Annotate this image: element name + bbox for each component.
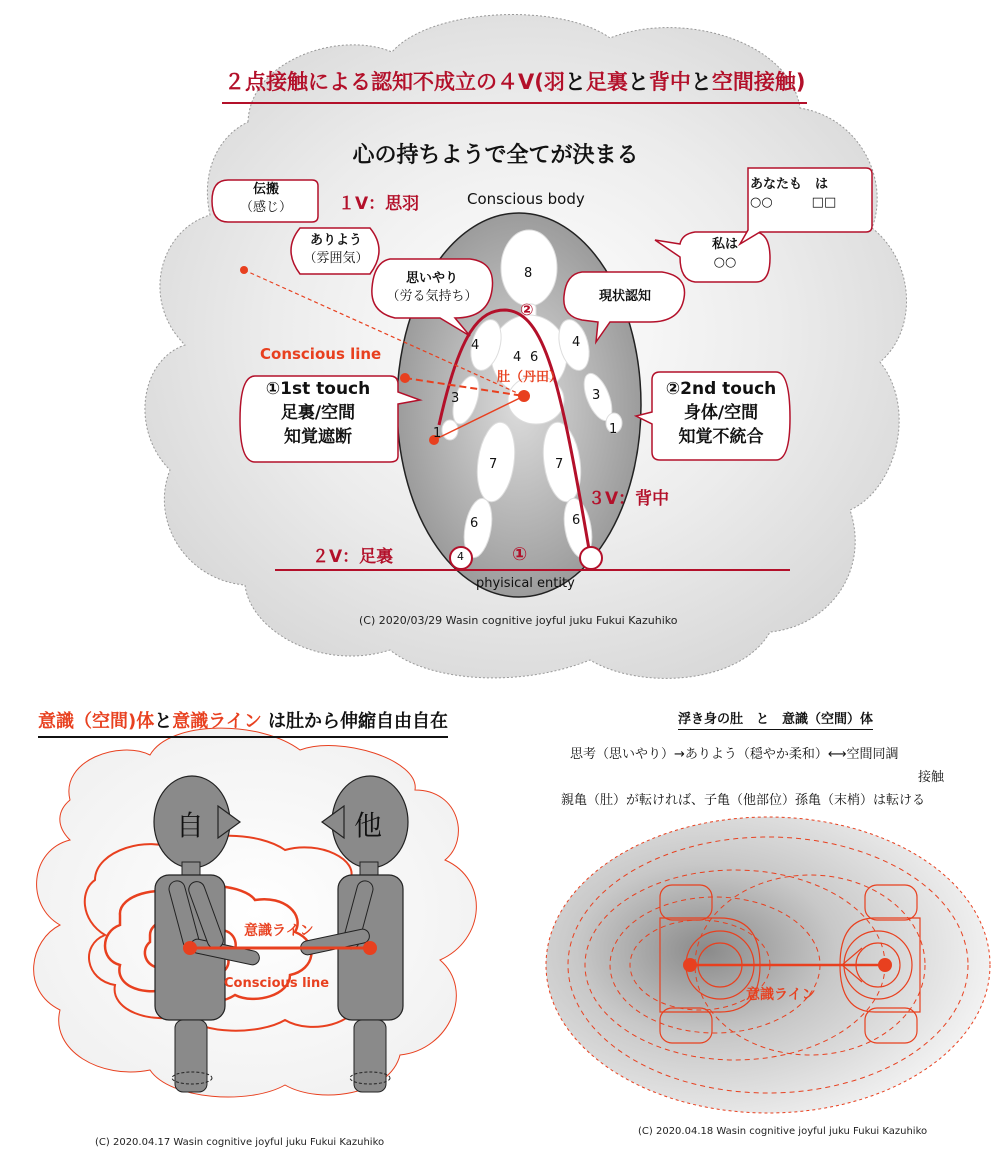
bottom-right-line2: 接触 bbox=[918, 770, 945, 785]
joint-label: 6 bbox=[572, 513, 581, 528]
bottom-left-copyright: (C) 2020.04.17 Wasin cognitive joyful juku Fukui Kazuhiko bbox=[95, 1137, 385, 1148]
hara-label: 肚（丹田） bbox=[497, 370, 563, 385]
title-part: 足裏 bbox=[585, 70, 628, 94]
touch1-line3: 知覚遮断 bbox=[284, 427, 352, 448]
joint-label: 1 bbox=[433, 426, 442, 441]
v3-label: ３V：背中 bbox=[588, 489, 670, 509]
joint-label: 3 bbox=[592, 388, 601, 403]
bubble-denpan-title: 伝搬 bbox=[252, 182, 279, 197]
title-part: と bbox=[627, 70, 649, 94]
joint-label: 6 bbox=[530, 350, 539, 365]
joint-label: 8 bbox=[524, 266, 533, 281]
foot-circle-left-label: 4 bbox=[457, 550, 464, 563]
title-part: ) bbox=[795, 70, 806, 94]
physical-entity-label: phyisical entity bbox=[476, 576, 575, 591]
title-part: 空間接触 bbox=[711, 70, 796, 94]
bubble-omoiyari-title: 思いやり bbox=[405, 271, 458, 286]
bubble-denpan bbox=[222, 181, 310, 216]
red-dot-hara bbox=[518, 390, 530, 402]
touch2-box bbox=[652, 377, 790, 449]
bubble-denpan-sub: （感じ） bbox=[239, 199, 292, 215]
red-dot-line bbox=[400, 373, 410, 383]
joint-label: 4 bbox=[513, 350, 522, 365]
title-part: と bbox=[690, 70, 712, 94]
ishiki-line-label-left: 意識ライン bbox=[244, 923, 314, 939]
bottom-right-diagram bbox=[546, 817, 990, 1113]
bottom-right-line3: 親亀（肚）が転ければ、子亀（他部位）孫亀（末梢）は転ける bbox=[561, 793, 926, 808]
bottom-right-title: 浮き身の肚 と 意識（空間）体 bbox=[678, 708, 873, 730]
bottom-right-copyright: (C) 2020.04.18 Wasin cognitive joyful juku Fukui Kazuhiko bbox=[638, 1126, 928, 1137]
bubble-watashi-sub: ○○ bbox=[713, 254, 737, 270]
circle-2-marker: ② bbox=[520, 300, 534, 319]
other-label: 他 bbox=[354, 809, 383, 842]
joint-label: 7 bbox=[555, 457, 564, 472]
conscious-line-label-left: Conscious line bbox=[224, 976, 330, 991]
bubble-genjou: 現状認知 bbox=[598, 289, 651, 304]
touch1-line1: ①1st touch bbox=[265, 379, 371, 399]
conscious-body-label: Conscious body bbox=[467, 190, 585, 208]
joint-label: 7 bbox=[489, 457, 498, 472]
main-title bbox=[222, 66, 807, 104]
v1-label: １V：思羽 bbox=[338, 194, 420, 214]
conscious-line-label: Conscious line bbox=[260, 345, 382, 363]
foot-circle-right bbox=[580, 547, 602, 569]
circle-1-marker: ① bbox=[512, 544, 528, 565]
joint-label: 6 bbox=[470, 516, 479, 531]
joint-label: 1 bbox=[609, 422, 618, 437]
bubble-ariyou bbox=[286, 232, 386, 267]
title-part: 意識（空間)体 bbox=[38, 711, 155, 732]
bubble-watashi bbox=[682, 236, 768, 271]
bubble-omoiyari-sub: （労る気持ち） bbox=[386, 288, 478, 304]
bubble-watashi-title: 私は bbox=[711, 237, 738, 252]
title-part: は肚から伸縮自由自在 bbox=[261, 711, 448, 732]
title-part: と bbox=[564, 70, 586, 94]
touch2-line2: 身体/空間 bbox=[683, 403, 759, 424]
title-part: と bbox=[154, 711, 173, 732]
bottom-left-title bbox=[38, 707, 448, 738]
touch1-box bbox=[240, 377, 396, 449]
bubble-ariyou-title: ありよう bbox=[309, 233, 362, 248]
red-dot-far bbox=[240, 266, 248, 274]
bubble-ariyou-sub: （雰囲気） bbox=[303, 250, 369, 266]
self-label: 自 bbox=[176, 809, 205, 842]
bubble-anata-line2: ○○ □□ bbox=[750, 194, 837, 210]
joint-label: 4 bbox=[572, 335, 581, 350]
bubble-anata bbox=[750, 176, 870, 211]
joint-label: 4 bbox=[471, 338, 480, 353]
bottom-left-diagram bbox=[34, 728, 477, 1097]
bubble-anata-line1: あなたも は bbox=[750, 177, 829, 192]
outer-cloud-left bbox=[34, 728, 477, 1097]
touch2-line3: 知覚不統合 bbox=[678, 427, 764, 448]
title-part: 意識ライン bbox=[172, 711, 262, 732]
bubble-omoiyari bbox=[372, 270, 492, 305]
subtitle: 心の持ちようで全てが決まる bbox=[352, 143, 639, 168]
title-part: ２点接触による認知不成立の４V( bbox=[224, 70, 544, 94]
v2-label: ２V：足裏 bbox=[312, 547, 394, 567]
top-copyright: (C) 2020/03/29 Wasin cognitive joyful juku Fukui Kazuhiko bbox=[359, 614, 678, 627]
title-part: 羽 bbox=[543, 70, 565, 94]
touch1-line2: 足裏/空間 bbox=[280, 403, 356, 424]
bottom-right-line1: 思考（思いやり）→ありよう（穏やか柔和）⟷空間同調 bbox=[570, 747, 899, 762]
ishiki-line-label-right: 意識ライン bbox=[746, 987, 816, 1003]
touch2-line1: ②2nd touch bbox=[665, 379, 777, 399]
joint-label: 3 bbox=[451, 391, 460, 406]
title-part: 背中 bbox=[648, 70, 691, 94]
